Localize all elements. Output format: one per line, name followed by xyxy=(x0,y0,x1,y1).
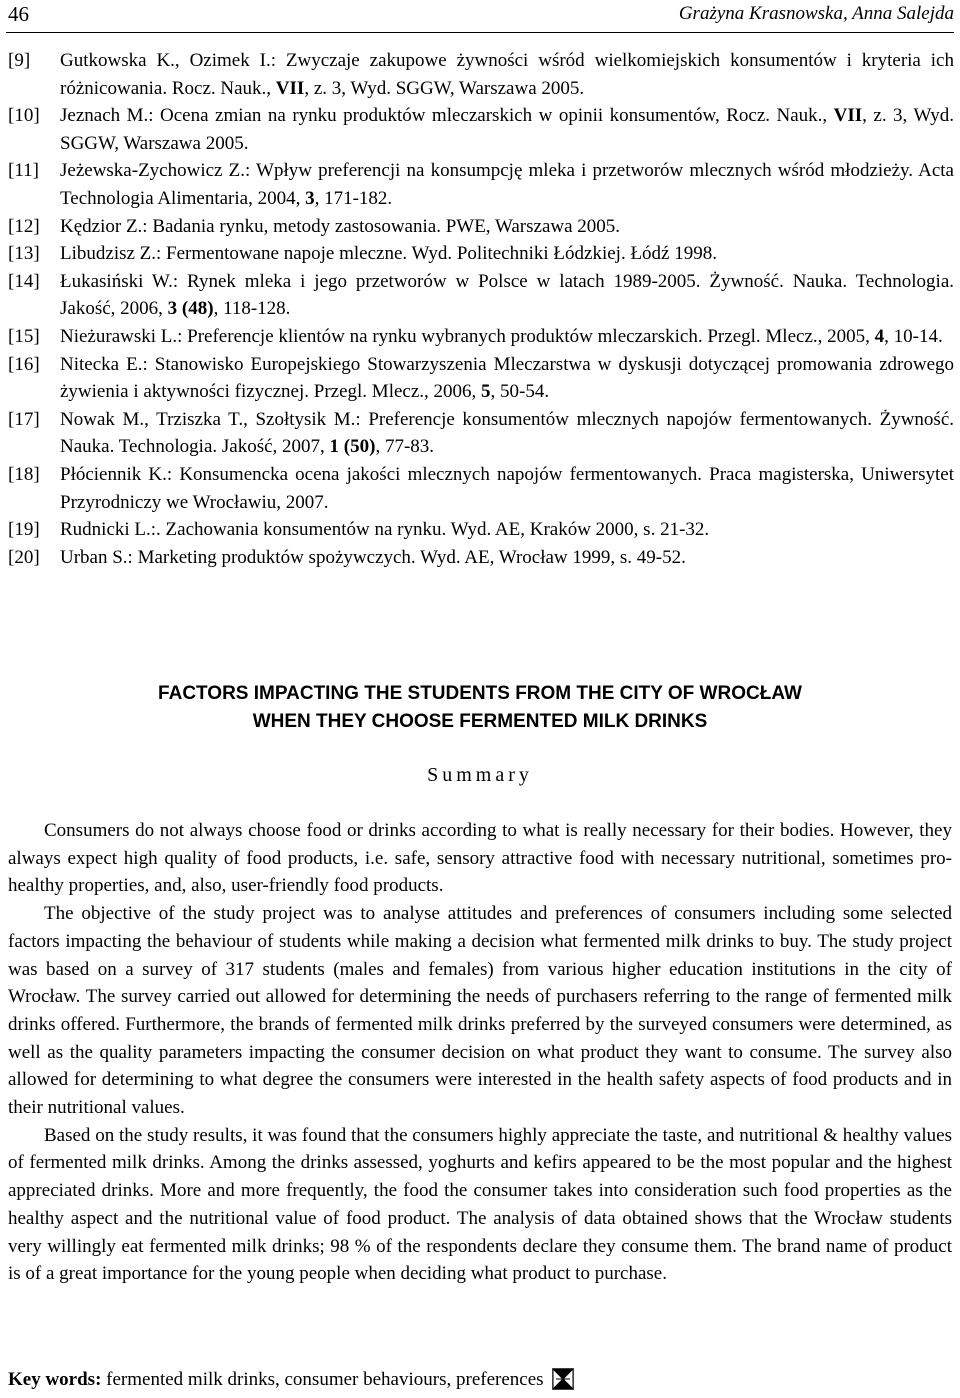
reference-text: , 77-83. xyxy=(375,436,435,458)
reference-entry xyxy=(6,47,954,102)
reference-volume: VII xyxy=(275,77,305,99)
abstract-paragraph: Consumers do not always choose food or drinks according to what is really necessary for their bodies. However, they always expect high quality of food products, i.e. safe, sensory attractive food with necessary nutritional, sometimes pro-healthy properties, and, also, user-friendly food products. xyxy=(8,820,952,897)
reference-number: [20] xyxy=(8,546,40,568)
reference-number: [13] xyxy=(8,243,40,265)
reference-text: Nieżurawski L.: Preferencje klientów na rynku wybranych produktów mleczarskich. Przegl. Mlecz., 2005, xyxy=(60,325,875,347)
summary-heading: Summary xyxy=(427,764,533,786)
keywords-text: fermented milk drinks, consumer behaviours, preferences xyxy=(106,1369,544,1390)
reference-volume: 5 xyxy=(481,381,491,403)
title-line: WHEN THEY CHOOSE FERMENTED MILK DRINKS xyxy=(252,711,708,732)
reference-text: Urban S.: Marketing produktów spożywczych. Wyd. AE, Wrocław 1999, s. 49-52. xyxy=(60,546,686,568)
reference-entry xyxy=(6,406,954,461)
reference-text: Rudnicki L.:. Zachowania konsumentów na rynku. Wyd. AE, Kraków 2000, s. 21-32. xyxy=(60,519,710,541)
reference-number: [14] xyxy=(8,270,40,292)
reference-entry xyxy=(6,102,954,157)
end-of-article-icon xyxy=(552,1368,574,1398)
reference-entry xyxy=(6,461,954,516)
reference-number: [10] xyxy=(8,105,40,127)
article-title xyxy=(0,680,960,736)
reference-volume: 1 (50) xyxy=(329,436,376,458)
reference-entry xyxy=(6,351,954,406)
reference-entry xyxy=(6,323,954,351)
reference-list xyxy=(6,47,954,571)
reference-text: , 50-54. xyxy=(490,381,550,403)
page-number: 46 xyxy=(8,2,29,26)
abstract-paragraph: The objective of the study project was to analyse attitudes and preferences of consumers including some selected factors impacting the behaviour of students while making a decision what fermented milk drinks to buy. The study project was based on a survey of 317 students (males and females) from various higher education institutions in the city of Wrocław. The survey carried out allowed for determining the needs of purchasers referring to the range of fermented milk drinks offered. Furthermore, the brands of fermented milk drinks preferred by the surveyed consumers were determined, as well as the quality parameters impacting the consumer decision on what product they want to consume. The survey also allowed for determining to what degree the consumers were interested in the health safety aspects of food products and in their nutritional values. xyxy=(8,903,952,1119)
reference-entry xyxy=(6,268,954,323)
reference-number: [9] xyxy=(8,50,31,71)
reference-volume: 3 xyxy=(305,187,315,209)
reference-text: , z. 3, Wyd. SGGW, Warszawa 2005. xyxy=(60,105,954,154)
reference-text: , 118-128. xyxy=(213,298,291,320)
reference-entry xyxy=(6,157,954,212)
reference-text: , z. 3, Wyd. SGGW, Warszawa 2005. xyxy=(304,77,585,99)
abstract-paragraph: Based on the study results, it was found that the consumers highly appreciate the taste, and nutritional & healthy values of fermented milk drinks. Among the drinks assessed, yoghurts and kefirs appeared to be the most popular and the highest appreciated drinks. More and more frequently, the food the consumer takes into consideration such food properties as the healthy aspect and the nutritional value of food product. The analysis of data obtained shows that the Wrocław students very willingly eat fermented milk drinks; 98 % of the respondents declare they consume them. The brand name of product is of a great importance for the young people when deciding what product to purchase. xyxy=(8,1124,952,1285)
reference-text: , 171-182. xyxy=(314,187,393,209)
reference-number: [17] xyxy=(8,408,40,430)
reference-volume: 4 xyxy=(874,325,885,347)
reference-text: Łukasiński W.: Rynek mleka i jego przetworów w Polsce w latach 1989-2005. Żywność. Nauka. Technologia. Jakość, 2006, xyxy=(60,270,954,320)
reference-text: Libudzisz Z.: Fermentowane napoje mleczne. Wyd. Politechniki Łódzkiej. Łódź 1998. xyxy=(60,243,717,265)
reference-number: [18] xyxy=(8,463,40,485)
reference-entry xyxy=(6,544,954,572)
reference-number: [12] xyxy=(8,215,40,237)
keywords-label: Key words: xyxy=(8,1369,102,1390)
reference-text: Płóciennik K.: Konsumencka ocena jakości mlecznych napojów fermentowanych. Praca magisterska, Uniwersytet Przyrodniczy we Wrocławiu, 2007. xyxy=(60,463,954,513)
reference-entry xyxy=(6,240,954,268)
reference-text: Nitecka E.: Stanowisko Europejskiego Stowarzyszenia Mleczarstwa w dyskusji dotyczącej promowania zdrowego żywienia i aktywności fizycznej. Przegl. Mlecz., 2006, xyxy=(60,353,954,403)
running-head: Grażyna Krasnowska, Anna Salejda xyxy=(678,3,954,24)
abstract xyxy=(8,817,952,1288)
reference-text: Jeżewska-Zychowicz Z.: Wpływ preferencji na konsumpcję mleka i przetworów mlecznych wśród młodzieży. Acta Technologia Alimentaria, 2004, xyxy=(60,160,954,209)
reference-text: , 10-14. xyxy=(884,325,943,347)
reference-number: [11] xyxy=(8,160,39,182)
reference-entry xyxy=(6,213,954,241)
title-line: FACTORS IMPACTING THE STUDENTS FROM THE CITY OF WROCŁAW xyxy=(158,683,802,704)
reference-number: [15] xyxy=(8,325,40,347)
reference-text: Nowak M., Trziszka T., Szołtysik M.: Preferencje konsumentów mlecznych napojów fermentowanych. Żywność. Nauka. Technologia. Jakość, 2007, xyxy=(60,408,954,458)
page-header xyxy=(6,0,954,33)
reference-volume: VII xyxy=(833,105,863,127)
reference-number: [16] xyxy=(8,353,40,375)
reference-entry xyxy=(6,516,954,544)
reference-text: Jeznach M.: Ocena zmian na rynku produktów mleczarskich w opinii konsumentów, Rocz. Nauk., xyxy=(60,105,834,127)
reference-number: [19] xyxy=(8,519,40,541)
reference-text: Gutkowska K., Ozimek I.: Zwyczaje zakupowe żywności wśród wielkomiejskich konsumentów i kryteria ich różnicowania. Rocz. Nauk., xyxy=(60,50,954,99)
keywords xyxy=(8,1366,574,1398)
reference-text: Kędzior Z.: Badania rynku, metody zastosowania. PWE, Warszawa 2005. xyxy=(60,215,621,237)
reference-volume: 3 (48) xyxy=(167,298,214,320)
